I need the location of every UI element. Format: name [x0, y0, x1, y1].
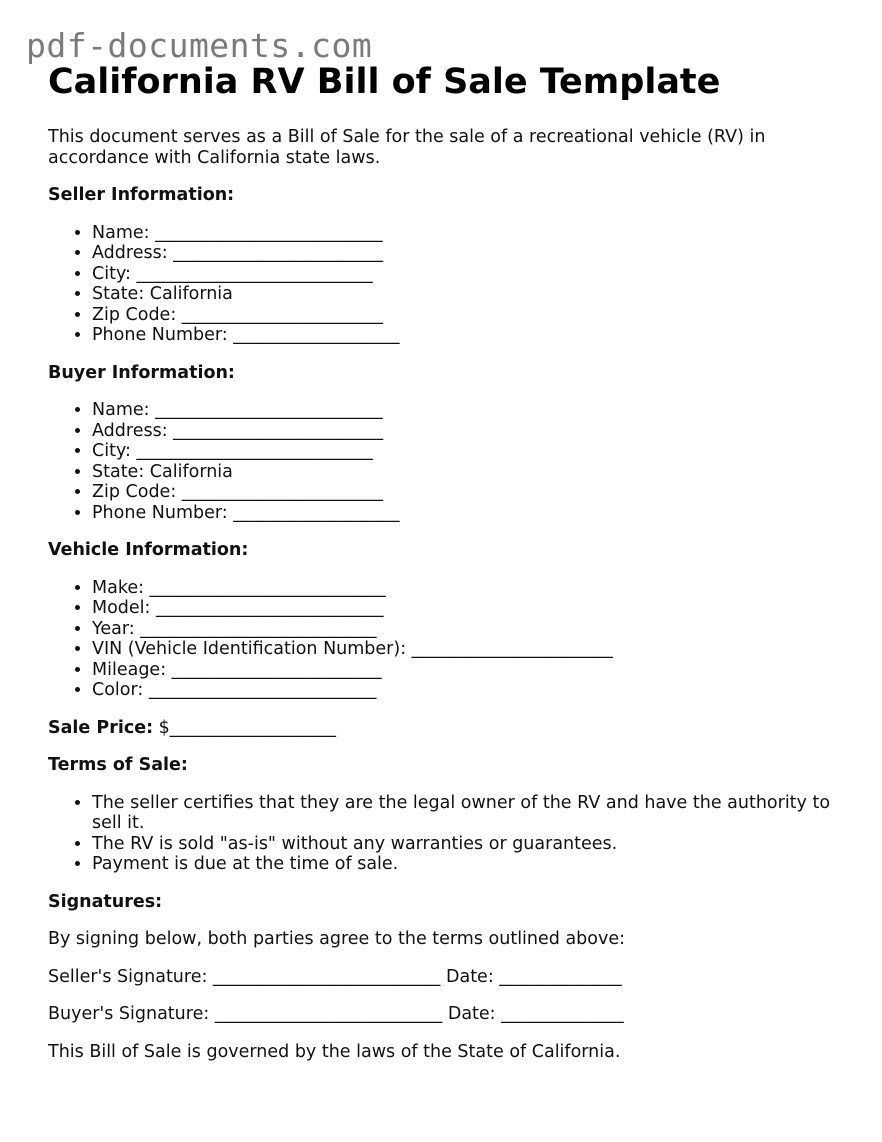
- seller-zip-field: • Zip Code: _______________________: [92, 305, 848, 326]
- sale-price-label: Sale Price:: [48, 717, 154, 738]
- terms-item-ownership: • The seller certifies that they are the legal owner of the RV and have the authority to sell it.: [92, 793, 848, 834]
- intro-paragraph: This document serves as a Bill of Sale for the sale of a recreational vehicle (RV) in accordance with California state laws.: [48, 127, 766, 168]
- buyer-name-field: • Name: __________________________: [92, 400, 848, 421]
- buyer-city-field: • City: ___________________________: [92, 441, 848, 462]
- terms-item-as-is: • The RV is sold "as-is" without any warranties or guarantees.: [92, 834, 848, 855]
- vehicle-color-field: • Color: __________________________: [92, 680, 848, 701]
- vehicle-make-field: • Make: ___________________________: [92, 578, 848, 599]
- vehicle-vin-field: • VIN (Vehicle Identification Number): _______________________: [92, 639, 848, 660]
- signatures-agreement: By signing below, both parties agree to the terms outlined above:: [48, 929, 626, 949]
- seller-phone-field: • Phone Number: ___________________: [92, 325, 848, 346]
- vehicle-year-field: • Year: ___________________________: [92, 619, 848, 640]
- sale-price-line: [48, 718, 848, 739]
- vehicle-mileage-field: • Mileage: ________________________: [92, 660, 848, 681]
- watermark: pdf-documents.com: [26, 26, 373, 65]
- signatures-heading: Signatures:: [48, 891, 163, 912]
- terms-list: [48, 793, 848, 875]
- buyer-heading: Buyer Information:: [48, 362, 235, 383]
- page-title: California RV Bill of Sale Template: [48, 62, 721, 102]
- buyer-signature-line: Buyer's Signature: __________________________ Date: ______________: [48, 1004, 624, 1024]
- vehicle-model-field: • Model: __________________________: [92, 598, 848, 619]
- terms-item-payment: • Payment is due at the time of sale.: [92, 854, 848, 875]
- document-page: [48, 60, 848, 1062]
- sale-price-value: $___________________: [158, 717, 337, 738]
- seller-address-field: • Address: ________________________: [92, 243, 848, 264]
- vehicle-list: [48, 578, 848, 701]
- terms-heading: Terms of Sale:: [48, 755, 188, 775]
- seller-list: [48, 223, 848, 346]
- buyer-phone-field: • Phone Number: ___________________: [92, 503, 848, 524]
- buyer-address-field: • Address: ________________________: [92, 421, 848, 442]
- vehicle-heading: Vehicle Information:: [48, 540, 249, 560]
- buyer-zip-field: • Zip Code: _______________________: [92, 482, 848, 503]
- seller-heading: Seller Information:: [48, 185, 235, 205]
- buyer-list: [48, 400, 848, 523]
- governing-law-note: This Bill of Sale is governed by the laws of the State of California.: [48, 1041, 621, 1062]
- seller-city-field: • City: ___________________________: [92, 264, 848, 285]
- buyer-state-field: • State: California: [92, 462, 848, 483]
- seller-state-field: • State: California: [92, 284, 848, 305]
- seller-name-field: • Name: __________________________: [92, 223, 848, 244]
- seller-signature-line: Seller's Signature: __________________________ Date: ______________: [48, 966, 622, 987]
